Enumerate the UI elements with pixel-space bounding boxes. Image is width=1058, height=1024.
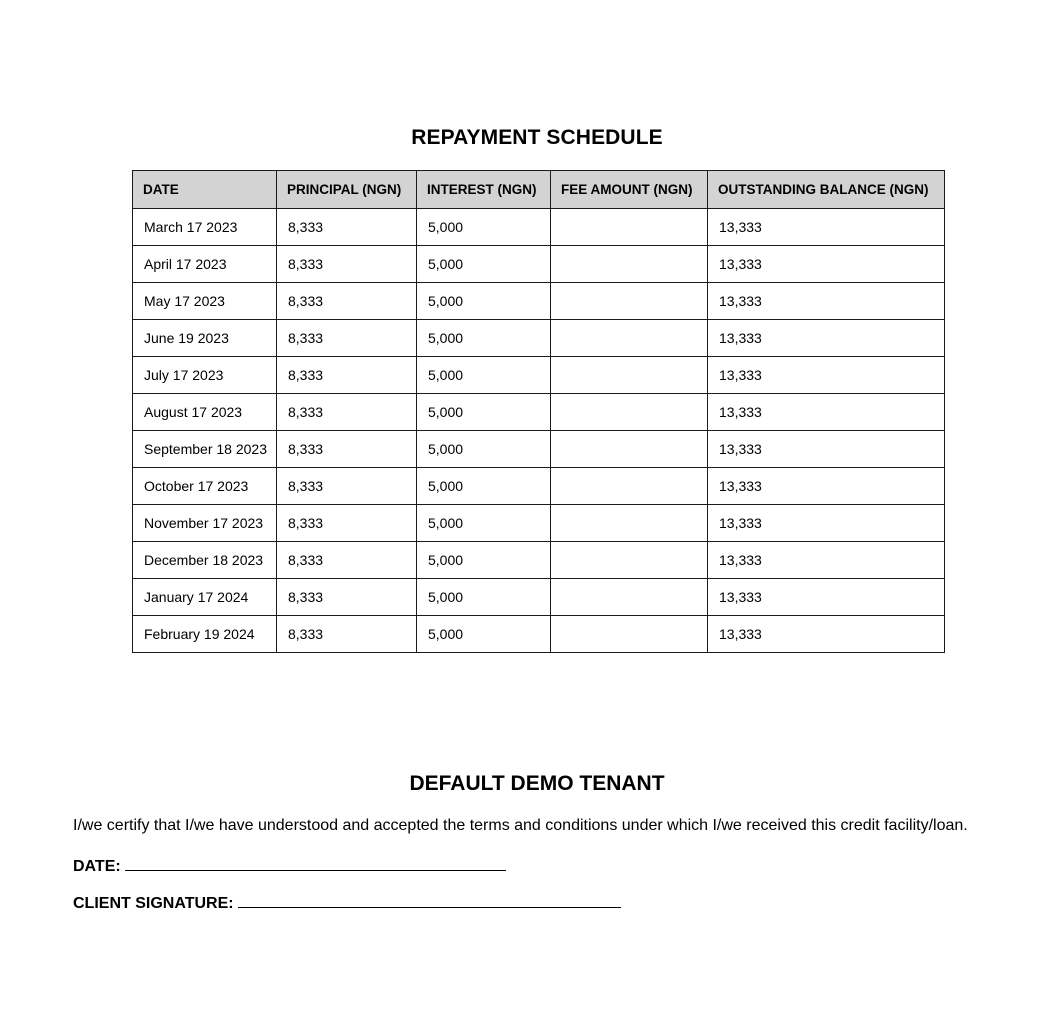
fee-amount-cell <box>551 616 708 653</box>
fee-amount-cell <box>551 209 708 246</box>
fee-amount-cell <box>551 357 708 394</box>
date-cell: June 19 2023 <box>133 320 277 357</box>
fee-amount-cell <box>551 542 708 579</box>
principal-cell: 8,333 <box>277 468 417 505</box>
fee-amount-cell <box>551 394 708 431</box>
interest-cell: 5,000 <box>417 283 551 320</box>
principal-cell: 8,333 <box>277 431 417 468</box>
fee-amount-cell <box>551 468 708 505</box>
fee-amount-cell <box>551 320 708 357</box>
interest-cell: 5,000 <box>417 579 551 616</box>
interest-cell: 5,000 <box>417 468 551 505</box>
date-cell: April 17 2023 <box>133 246 277 283</box>
date-cell: May 17 2023 <box>133 283 277 320</box>
interest-cell: 5,000 <box>417 431 551 468</box>
repayment-schedule-table <box>132 170 945 653</box>
outstanding-balance-cell: 13,333 <box>708 283 945 320</box>
date-signature-line <box>125 854 506 871</box>
principal-cell: 8,333 <box>277 357 417 394</box>
interest-cell: 5,000 <box>417 320 551 357</box>
table-row <box>133 394 945 431</box>
fee-amount-cell <box>551 246 708 283</box>
fee-amount-cell <box>551 431 708 468</box>
fee-amount-cell <box>551 283 708 320</box>
date-field <box>73 854 506 876</box>
outstanding-balance-cell: 13,333 <box>708 209 945 246</box>
column-header-fee-amount: FEE AMOUNT (NGN) <box>551 171 708 209</box>
outstanding-balance-cell: 13,333 <box>708 505 945 542</box>
interest-cell: 5,000 <box>417 616 551 653</box>
table-header-row <box>133 171 945 209</box>
principal-cell: 8,333 <box>277 283 417 320</box>
principal-cell: 8,333 <box>277 542 417 579</box>
tenant-name: DEFAULT DEMO TENANT <box>409 772 665 795</box>
table-row <box>133 616 945 653</box>
table-row <box>133 431 945 468</box>
column-header-interest: INTEREST (NGN) <box>417 171 551 209</box>
outstanding-balance-cell: 13,333 <box>708 246 945 283</box>
principal-cell: 8,333 <box>277 505 417 542</box>
table-row <box>133 505 945 542</box>
table-row <box>133 246 945 283</box>
principal-cell: 8,333 <box>277 246 417 283</box>
date-cell: December 18 2023 <box>133 542 277 579</box>
table-body <box>133 209 945 653</box>
principal-cell: 8,333 <box>277 209 417 246</box>
date-cell: March 17 2023 <box>133 209 277 246</box>
column-header-principal: PRINCIPAL (NGN) <box>277 171 417 209</box>
date-label: DATE: <box>73 858 121 875</box>
interest-cell: 5,000 <box>417 542 551 579</box>
outstanding-balance-cell: 13,333 <box>708 431 945 468</box>
column-header-date: DATE <box>133 171 277 209</box>
outstanding-balance-cell: 13,333 <box>708 616 945 653</box>
outstanding-balance-cell: 13,333 <box>708 468 945 505</box>
table-row <box>133 468 945 505</box>
fee-amount-cell <box>551 579 708 616</box>
schedule-title: REPAYMENT SCHEDULE <box>411 126 663 149</box>
principal-cell: 8,333 <box>277 616 417 653</box>
table-row <box>133 209 945 246</box>
client-signature-field <box>73 891 621 913</box>
table-row <box>133 283 945 320</box>
outstanding-balance-cell: 13,333 <box>708 542 945 579</box>
outstanding-balance-cell: 13,333 <box>708 579 945 616</box>
principal-cell: 8,333 <box>277 320 417 357</box>
table-row <box>133 542 945 579</box>
client-signature-line <box>238 891 621 908</box>
interest-cell: 5,000 <box>417 505 551 542</box>
principal-cell: 8,333 <box>277 579 417 616</box>
table-row <box>133 579 945 616</box>
date-cell: February 19 2024 <box>133 616 277 653</box>
column-header-outstanding-balance: OUTSTANDING BALANCE (NGN) <box>708 171 945 209</box>
fee-amount-cell <box>551 505 708 542</box>
table-row <box>133 357 945 394</box>
interest-cell: 5,000 <box>417 246 551 283</box>
outstanding-balance-cell: 13,333 <box>708 394 945 431</box>
date-cell: August 17 2023 <box>133 394 277 431</box>
interest-cell: 5,000 <box>417 357 551 394</box>
date-cell: November 17 2023 <box>133 505 277 542</box>
principal-cell: 8,333 <box>277 394 417 431</box>
certification-statement: I/we certify that I/we have understood and accepted the terms and conditions under which I/we received this credit facility/loan. <box>73 817 968 834</box>
interest-cell: 5,000 <box>417 394 551 431</box>
date-cell: January 17 2024 <box>133 579 277 616</box>
outstanding-balance-cell: 13,333 <box>708 320 945 357</box>
client-signature-label: CLIENT SIGNATURE: <box>73 895 234 912</box>
date-cell: July 17 2023 <box>133 357 277 394</box>
table-row <box>133 320 945 357</box>
date-cell: October 17 2023 <box>133 468 277 505</box>
outstanding-balance-cell: 13,333 <box>708 357 945 394</box>
date-cell: September 18 2023 <box>133 431 277 468</box>
interest-cell: 5,000 <box>417 209 551 246</box>
